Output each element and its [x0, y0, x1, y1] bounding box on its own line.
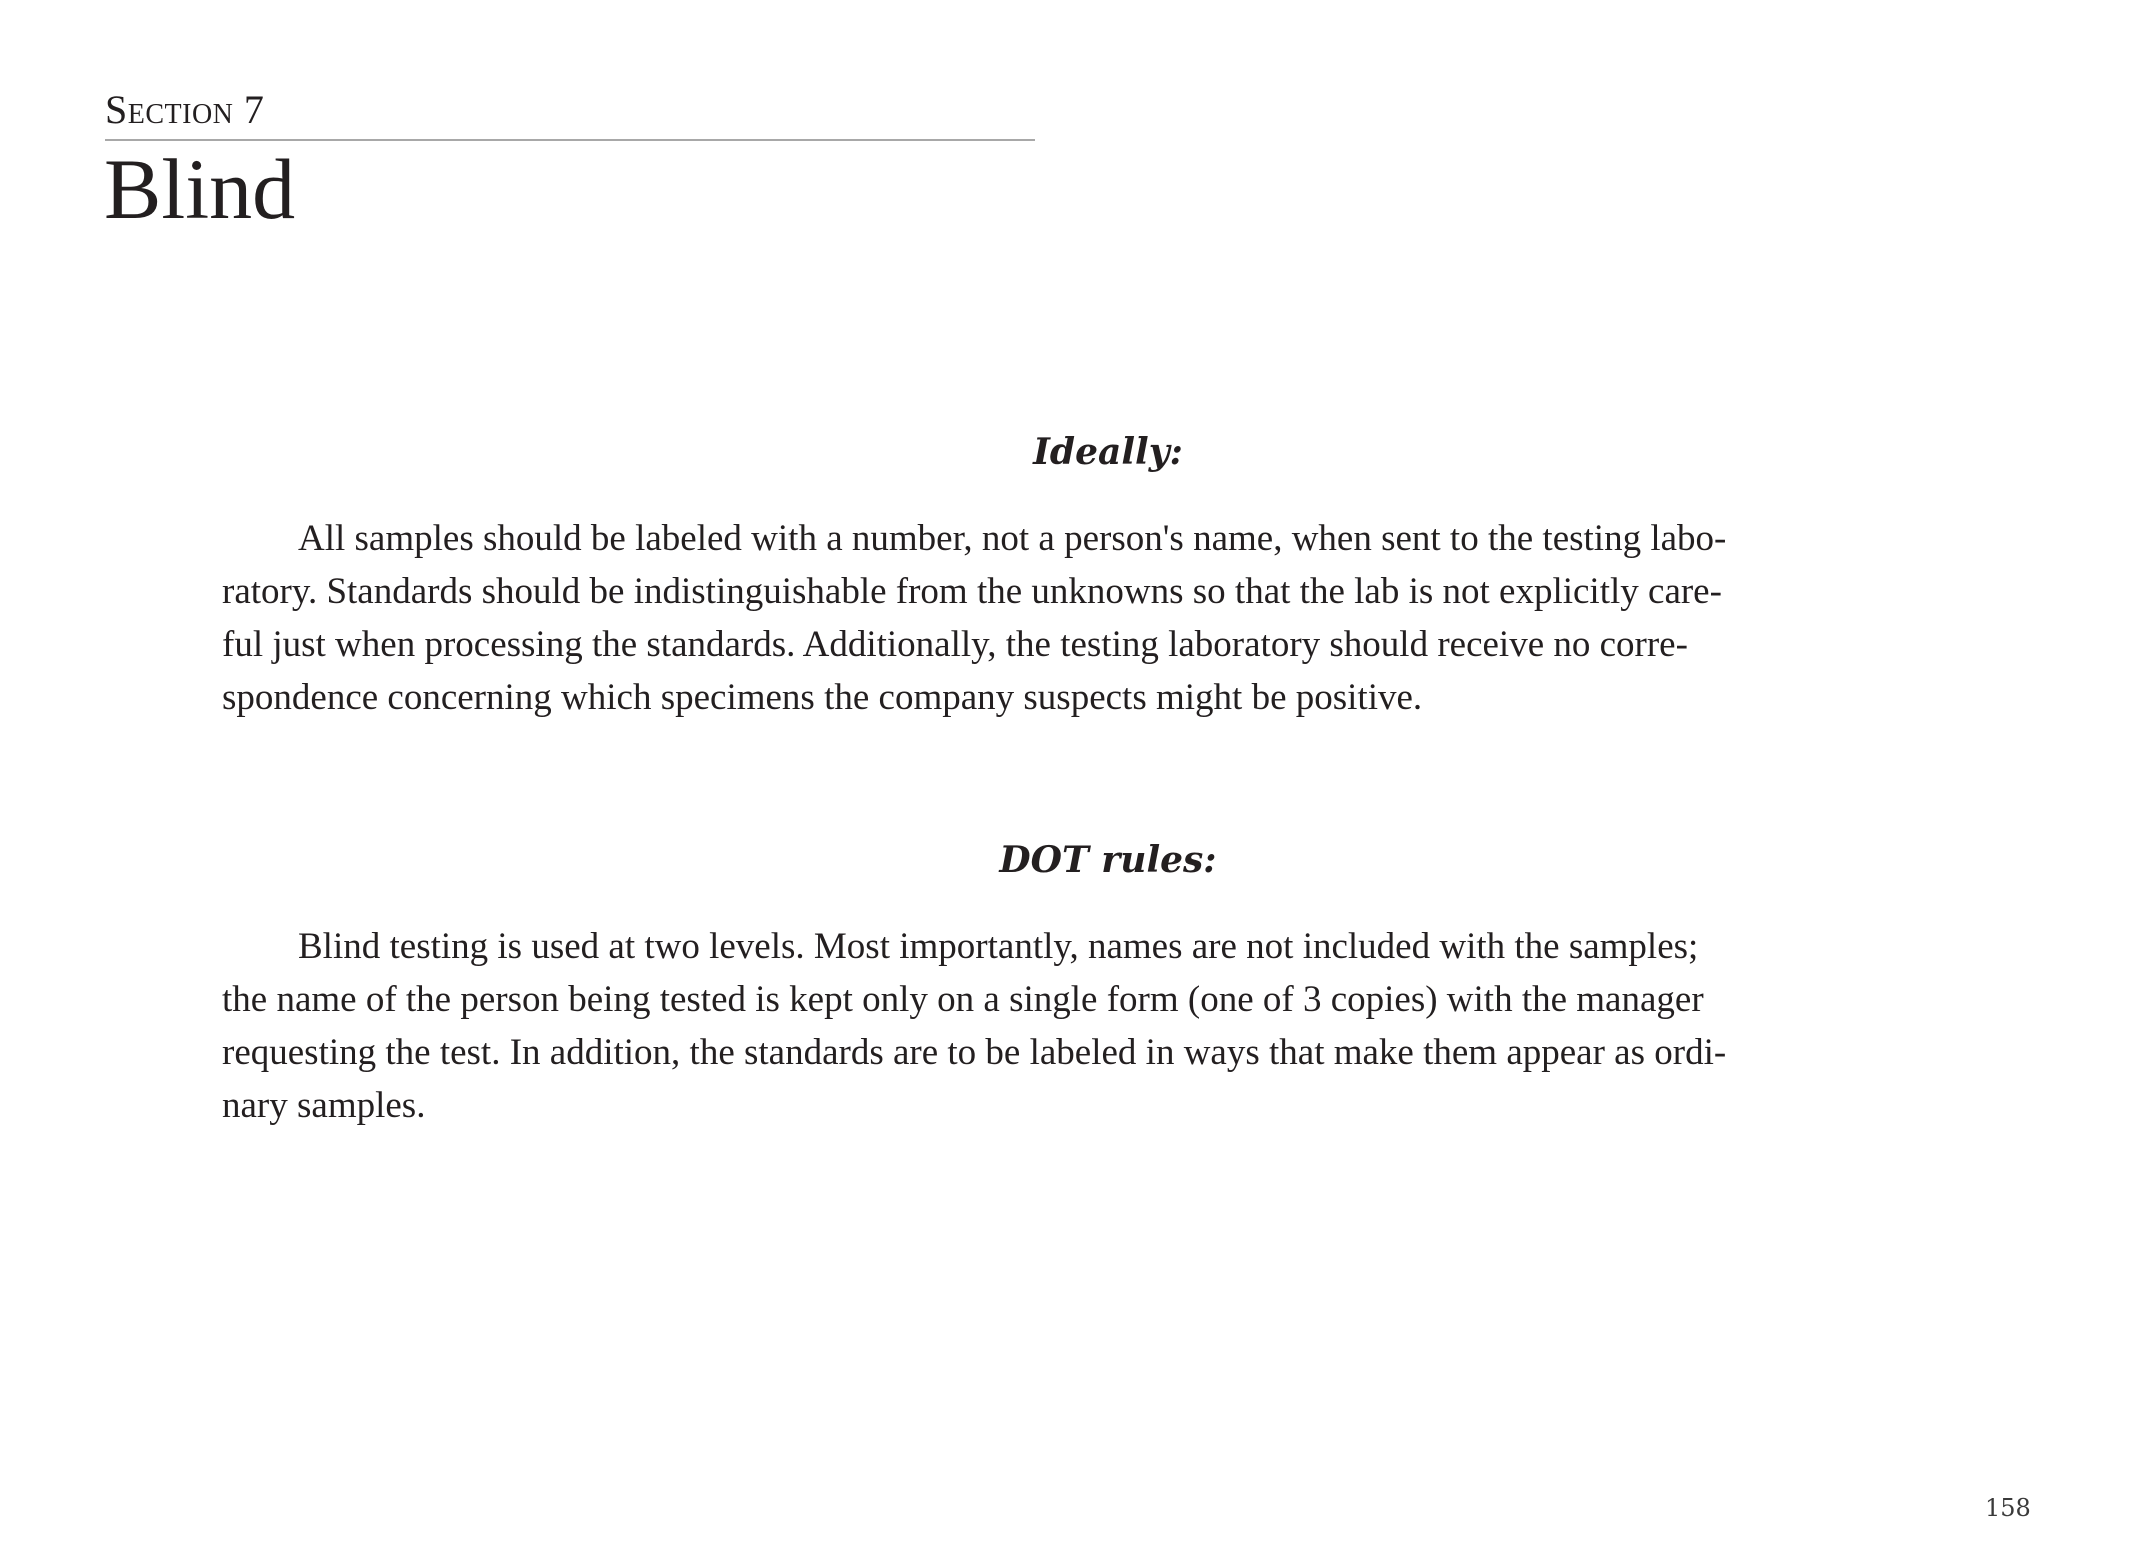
paragraph-line: the name of the person being tested is kept only on a single form (one of 3 copies) with the manager [222, 979, 1704, 1020]
paragraph-line: Blind testing is used at two levels. Most importantly, names are not included with the samples; [298, 926, 1699, 967]
paragraph-dot-rules [222, 920, 1937, 1132]
section-title: Blind [104, 141, 296, 237]
paragraph-line: spondence concerning which specimens the company suspects might be positive. [222, 677, 1423, 718]
paragraph-line: requesting the test. In addition, the standards are to be labeled in ways that make them appear as ordi- [222, 1032, 1727, 1073]
paragraph-ideally [222, 512, 1937, 724]
section-label: Section 7 [105, 87, 265, 132]
paragraph-line: nary samples. [222, 1085, 426, 1126]
paragraph-line: All samples should be labeled with a number, not a person's name, when sent to the testing labo- [298, 518, 1727, 559]
subheading-dot-rules: DOT rules: [999, 839, 1217, 881]
page-number: 158 [1985, 1494, 2031, 1522]
paragraph-line: ratory. Standards should be indistinguishable from the unknowns so that the lab is not explicitly care- [222, 571, 1722, 612]
subheading-ideally: Ideally: [1033, 431, 1183, 473]
paragraph-line: ful just when processing the standards. Additionally, the testing laboratory should receive no corre- [222, 624, 1688, 665]
